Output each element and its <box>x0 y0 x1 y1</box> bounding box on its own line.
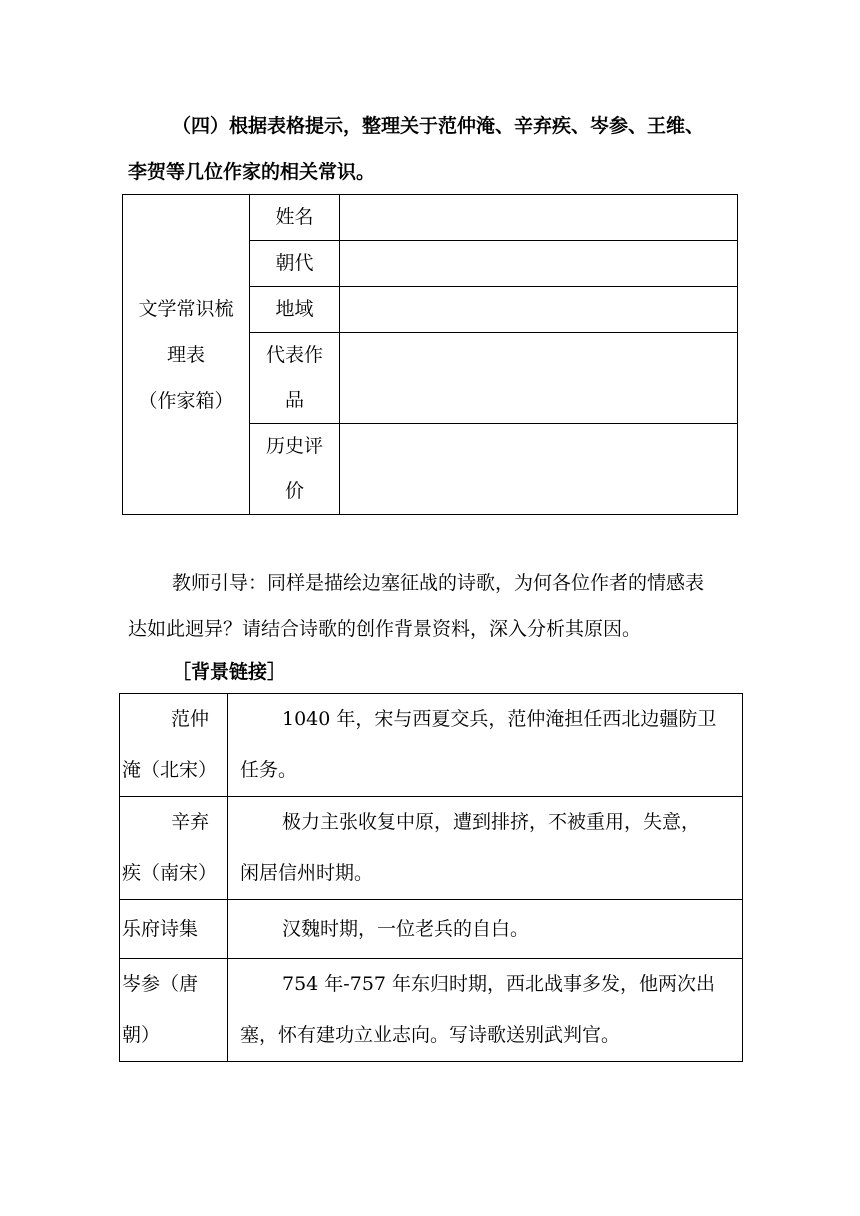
background-desc-cell: 极力主张收复中原，遭到排挤，不被重用，失意， 闲居信州时期。 <box>228 797 743 900</box>
teacher-guide-line2: 达如此迥异？请结合诗歌的创作背景资料，深入分析其原因。 <box>128 618 642 640</box>
background-desc-cell: 754 年-757 年东归时期，西北战事多发，他两次出 塞，怀有建功立业志向。写诗歌送别武判官。 <box>228 959 743 1062</box>
author-cell: 岑参（唐 朝） <box>120 959 228 1062</box>
table-row <box>123 195 738 241</box>
field-label-evaluation: 历史评 价 <box>250 424 340 515</box>
table-category-cell <box>123 195 250 515</box>
field-label-works: 代表作 品 <box>250 333 340 424</box>
field-label-name: 姓名 <box>250 195 340 241</box>
table-row <box>120 694 743 797</box>
author-cell: 范仲 淹（北宋） <box>120 694 228 797</box>
field-value-works[interactable] <box>340 333 738 424</box>
category-line: 文学常识梳 <box>138 297 234 320</box>
table-row <box>120 797 743 900</box>
section-intro-line2: 李贺等几位作家的相关常识。 <box>128 161 376 183</box>
field-value-region[interactable] <box>340 287 738 333</box>
field-value-dynasty[interactable] <box>340 241 738 287</box>
background-table <box>119 693 743 1062</box>
category-line: 理表 <box>166 343 205 366</box>
field-label-dynasty: 朝代 <box>250 241 340 287</box>
section-intro-line1: （四）根据表格提示，整理关于范仲淹、辛弃疾、岑参、王维、 <box>172 115 705 137</box>
section-intro <box>128 103 738 195</box>
table-row <box>120 959 743 1062</box>
teacher-guide <box>128 560 738 652</box>
category-line: （作家箱） <box>138 389 234 412</box>
field-value-name[interactable] <box>340 195 738 241</box>
author-cell: 乐府诗集 <box>120 900 228 959</box>
background-heading: ［背景链接］ <box>172 661 287 683</box>
background-desc-cell: 1040 年，宋与西夏交兵，范仲淹担任西北边疆防卫 任务。 <box>228 694 743 797</box>
author-knowledge-table <box>122 194 738 515</box>
field-value-evaluation[interactable] <box>340 424 738 515</box>
teacher-guide-line1: 教师引导：同样是描绘边塞征战的诗歌，为何各位作者的情感表 <box>172 572 705 594</box>
background-desc-cell: 汉魏时期，一位老兵的自白。 <box>228 900 743 959</box>
author-cell: 辛弃 疾（南宋） <box>120 797 228 900</box>
table-row <box>120 900 743 959</box>
field-label-region: 地域 <box>250 287 340 333</box>
